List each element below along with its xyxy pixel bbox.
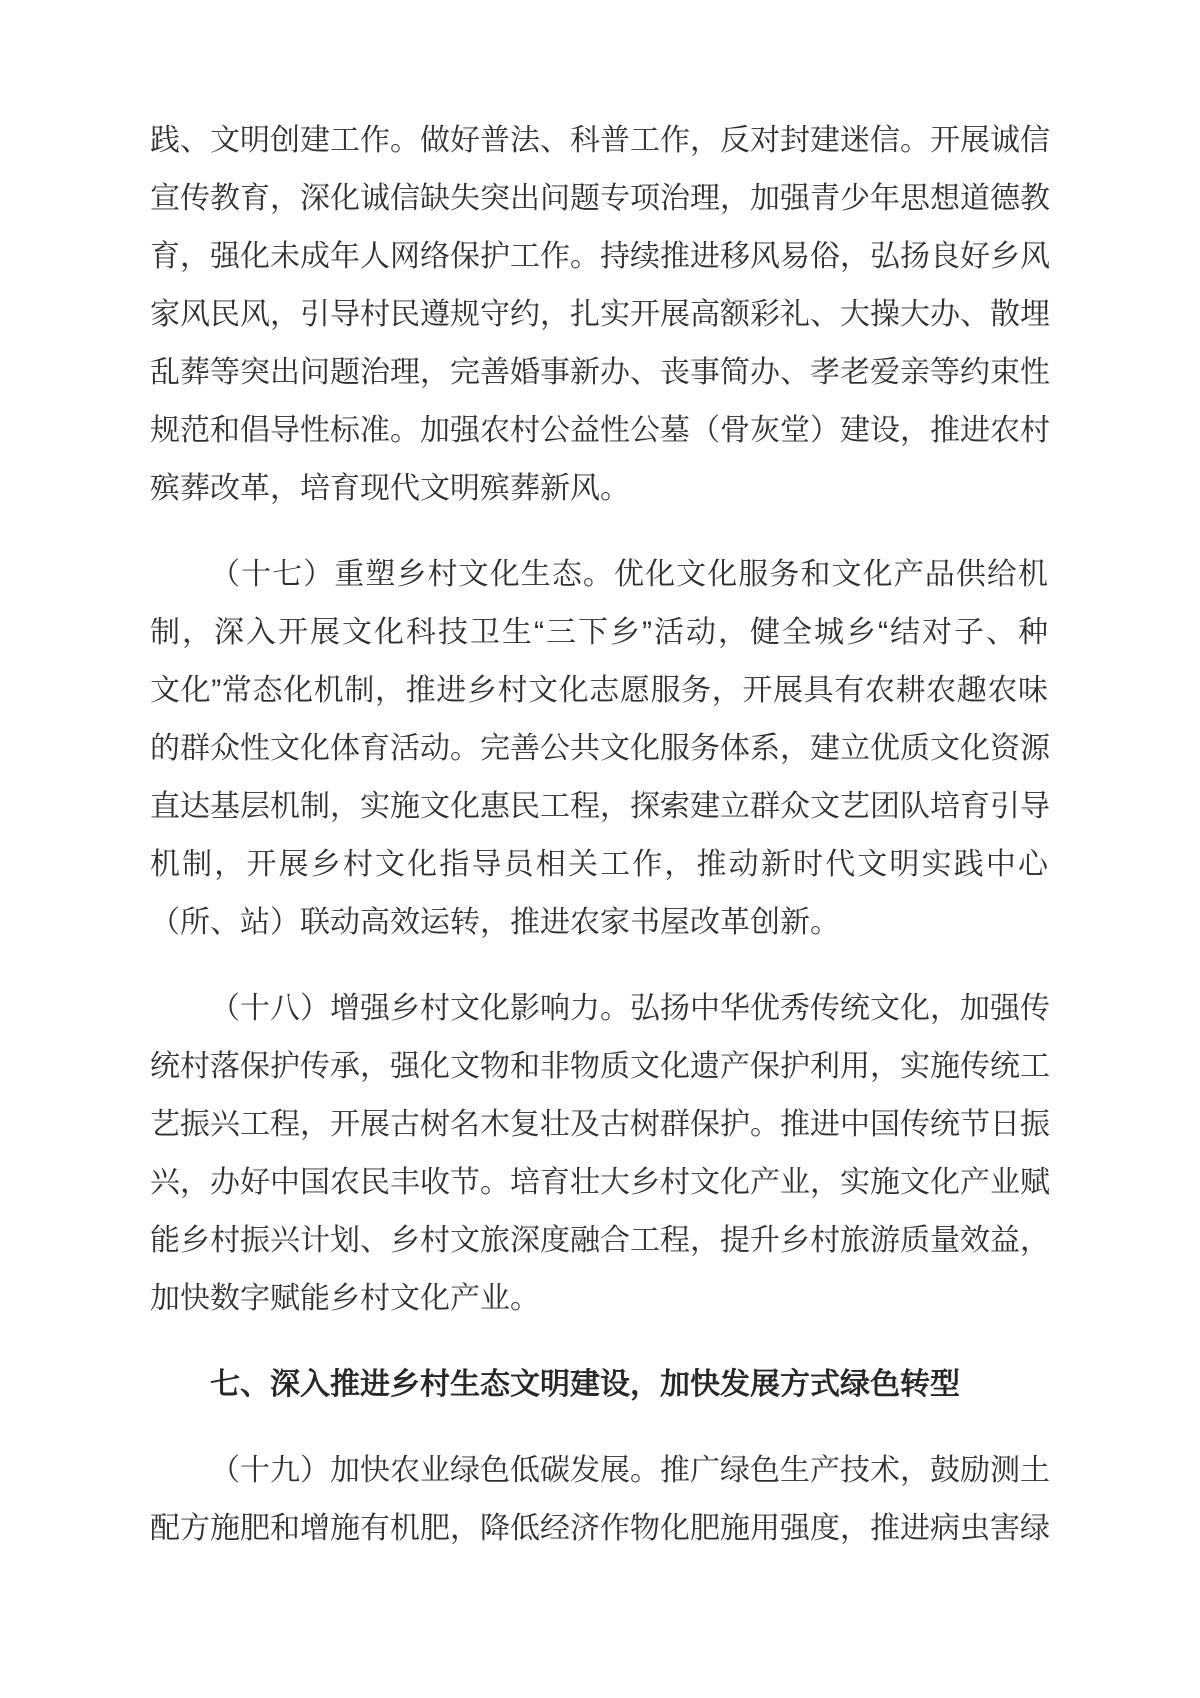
text-line: 宣传教育，深化诚信缺失突出问题专项治理，加强青少年思想道德教	[150, 182, 1050, 215]
section-heading	[150, 1356, 1048, 1414]
text-line: 加快数字赋能乡村文化产业。	[150, 1282, 540, 1315]
text-line: 能乡村振兴计划、乡村文旅深度融合工程，提升乡村旅游质量效益，	[150, 1224, 1050, 1257]
text-line: 机制，开展乡村文化指导员相关工作，推动新时代文明实践中心	[150, 848, 1048, 881]
text-line: （十九）加快农业绿色低碳发展。推广绿色生产技术，鼓励测土	[210, 1454, 1050, 1487]
paragraph	[150, 1442, 1048, 1558]
text-line: 七、深入推进乡村生态文明建设，加快发展方式绿色转型	[210, 1368, 960, 1401]
text-line: （十七）重塑乡村文化生态。优化文化服务和文化产品供给机	[210, 558, 1048, 591]
text-line: 直达基层机制，实施文化惠民工程，探索建立群众文艺团队培育引导	[150, 790, 1050, 823]
text-line: 配方施肥和增施有机肥，降低经济作物化肥施用强度，推进病虫害绿	[150, 1512, 1050, 1545]
text-line: 规范和倡导性标准。加强农村公益性公墓（骨灰堂）建设，推进农村	[150, 414, 1050, 447]
text-line: 制，深入开展文化科技卫生“三下乡”活动，健全城乡“结对子、种	[150, 616, 1048, 649]
text-line: 践、文明创建工作。做好普法、科普工作，反对封建迷信。开展诚信	[150, 124, 1050, 157]
text-line: 统村落保护传承，强化文物和非物质文化遗产保护利用，实施传统工	[150, 1050, 1050, 1083]
text-line: 兴，办好中国农民丰收节。培育壮大乡村文化产业，实施文化产业赋	[150, 1166, 1050, 1199]
document-body	[150, 112, 1048, 1558]
paragraph	[150, 546, 1048, 952]
text-line: 文化”常态化机制，推进乡村文化志愿服务，开展具有农耕农趣农味	[150, 674, 1048, 707]
text-line: 艺振兴工程，开展古树名木复壮及古树群保护。推进中国传统节日振	[150, 1108, 1050, 1141]
text-line: 育，强化未成年人网络保护工作。持续推进移风易俗，弘扬良好乡风	[150, 240, 1050, 273]
paragraph	[150, 980, 1048, 1328]
text-line: 乱葬等突出问题治理，完善婚事新办、丧事简办、孝老爱亲等约束性	[150, 356, 1050, 389]
text-line: （十八）增强乡村文化影响力。弘扬中华优秀传统文化，加强传	[210, 992, 1050, 1025]
paragraph	[150, 112, 1048, 518]
text-line: 殡葬改革，培育现代文明殡葬新风。	[150, 472, 630, 505]
text-line: 的群众性文化体育活动。完善公共文化服务体系，建立优质文化资源	[150, 732, 1050, 765]
text-line: 家风民风，引导村民遵规守约，扎实开展高额彩礼、大操大办、散埋	[150, 298, 1050, 331]
text-line: （所、站）联动高效运转，推进农家书屋改革创新。	[150, 906, 840, 939]
